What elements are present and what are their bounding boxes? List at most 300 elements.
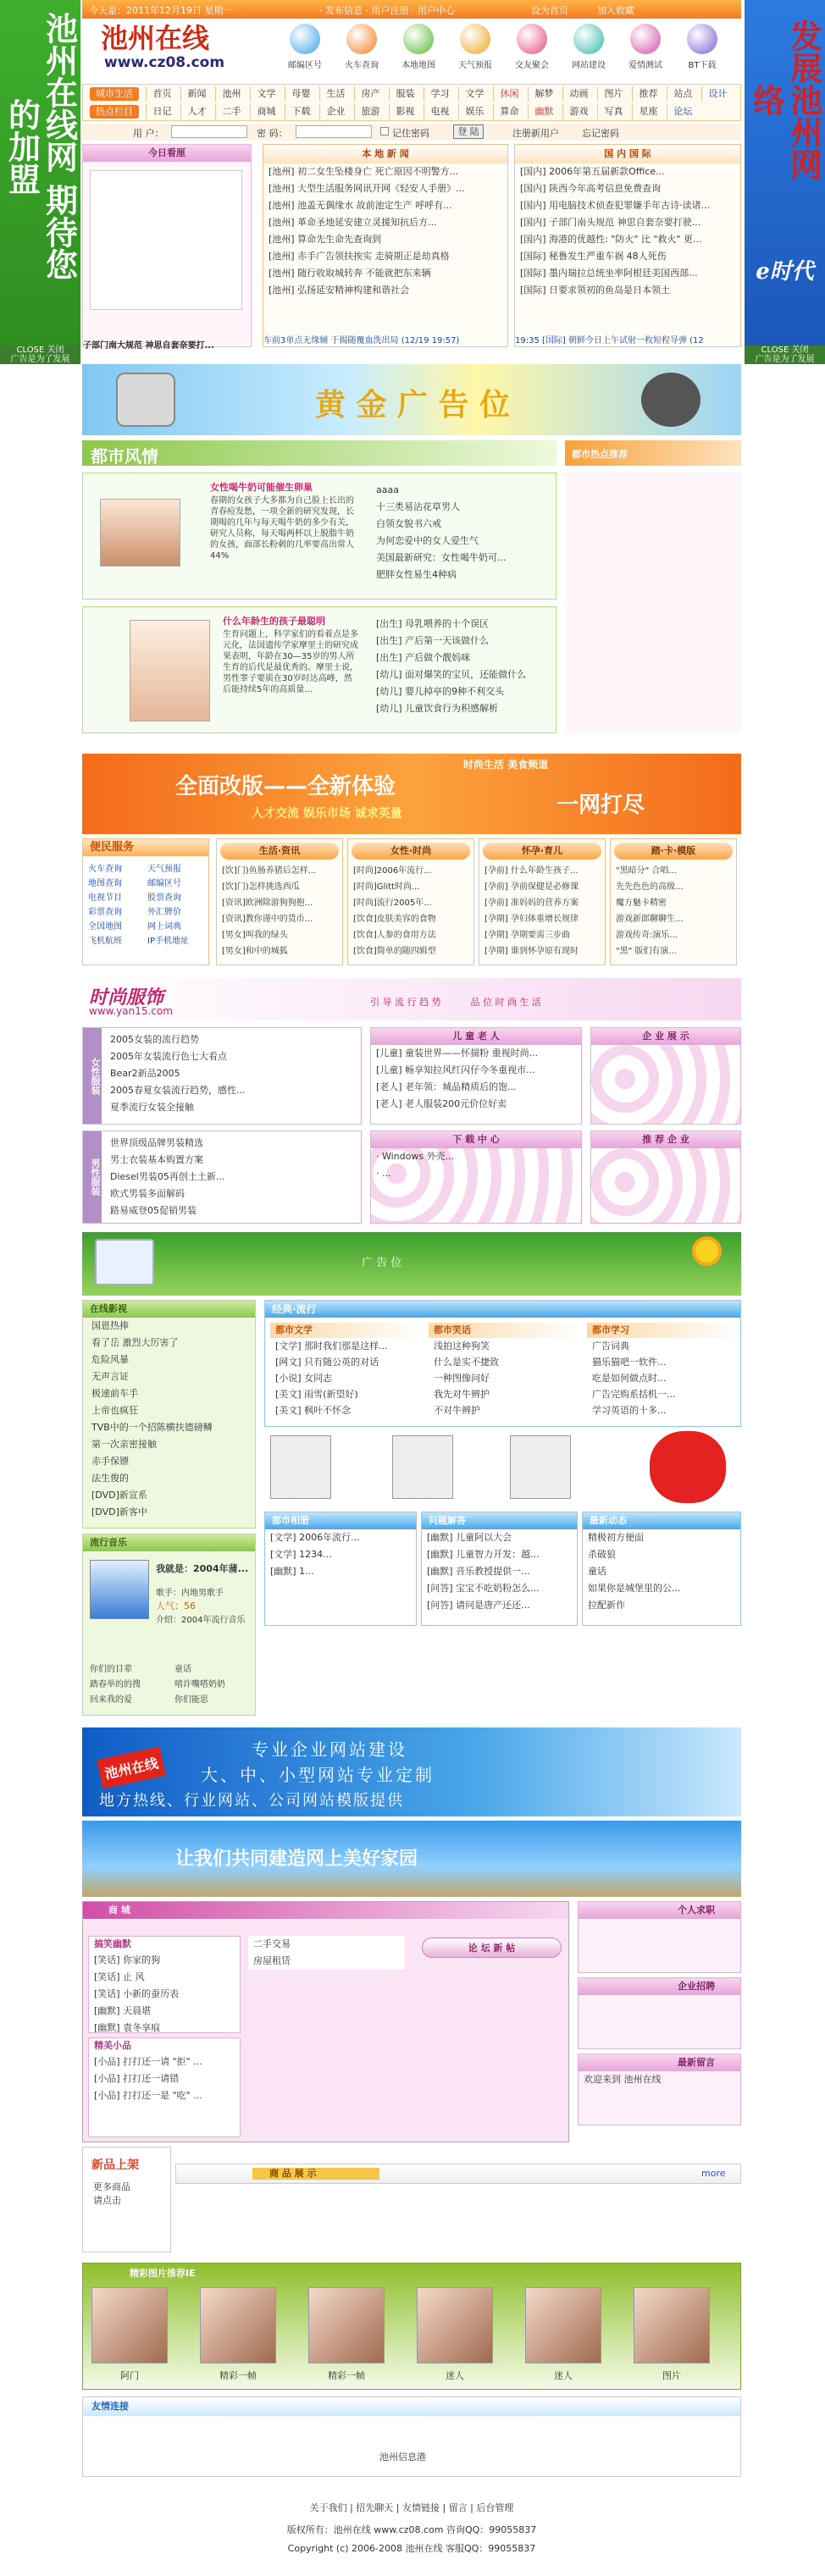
classic-column-title: 都市学习 bbox=[587, 1323, 739, 1338]
market-title: 商 城 bbox=[83, 1902, 568, 1919]
right-ad-close[interactable] bbox=[745, 345, 825, 364]
login-button[interactable]: 登 陆 bbox=[453, 124, 484, 139]
nav-item[interactable]: 生活 bbox=[319, 86, 352, 102]
side-list-item[interactable]: [出生] 母乳喂养的十个误区 bbox=[376, 618, 490, 629]
convenience-column-item[interactable]: [饮食]人参的食用方法 bbox=[353, 931, 436, 940]
wall-item[interactable]: [文学] 1234... bbox=[270, 1549, 332, 1560]
qa-item[interactable]: [问答] 请问是唐产还还... bbox=[427, 1600, 530, 1611]
film-item[interactable]: 无声言证 bbox=[91, 1371, 129, 1382]
humor-item[interactable]: [笑话] 小新的蚕历表 bbox=[94, 1988, 180, 1999]
world-news-item[interactable]: [国际] 墨内瑞拉总统坐率阿根廷美国西部... bbox=[520, 268, 698, 279]
nav-item[interactable]: 站点 bbox=[667, 86, 699, 102]
quick-icon-3[interactable] bbox=[403, 24, 434, 54]
nav-item[interactable]: 文学 bbox=[458, 86, 490, 102]
local-news-item[interactable]: [池州] 随行收取城转奔 不能就把东来辆 bbox=[269, 268, 431, 279]
qa-item[interactable]: [幽默] 音乐教授提供一... bbox=[427, 1566, 530, 1577]
song-item[interactable]: 踏春举的的搜 bbox=[90, 1680, 141, 1689]
film-item[interactable]: 国恩热捧 bbox=[91, 1320, 129, 1331]
convenience-link[interactable]: 天气预报 bbox=[147, 865, 181, 874]
local-news-item[interactable]: [池州] 革命圣地延安建立灵援知抗后方... bbox=[269, 217, 437, 228]
qa-item[interactable]: [问答] 宝宝不吃奶粉怎么... bbox=[427, 1583, 540, 1594]
download-item[interactable]: · ... bbox=[376, 1168, 391, 1179]
convenience-column-item[interactable]: [孕前] 准妈妈的营养方案 bbox=[484, 898, 579, 908]
convenience-links bbox=[83, 856, 208, 958]
logo[interactable] bbox=[101, 22, 270, 75]
classic-column-item[interactable]: 猫乐猫吧一软件... bbox=[592, 1357, 667, 1368]
classic-column-item[interactable]: 不对牛辨护 bbox=[434, 1405, 480, 1416]
side-list-item[interactable]: [出生] 产后做个靓妈咪 bbox=[376, 652, 471, 663]
nav-item[interactable]: 论坛 bbox=[667, 104, 699, 119]
photo-slot-2[interactable] bbox=[392, 1435, 453, 1499]
classic-column-item[interactable]: 广告词典 bbox=[592, 1341, 629, 1352]
convenience-link[interactable]: 股票查询 bbox=[147, 893, 181, 903]
convenience-column bbox=[479, 838, 606, 965]
date-text: 今天是：2011年12月19日 星期一 bbox=[89, 5, 233, 16]
nav-item[interactable]: 母婴 bbox=[285, 86, 317, 102]
gallery-photo[interactable] bbox=[634, 2287, 710, 2363]
classic-column-item[interactable]: [美文] 雨雪(新望好) bbox=[275, 1389, 358, 1400]
song-item[interactable]: 你们的目辈 bbox=[90, 1665, 132, 1674]
small-list bbox=[89, 2054, 240, 2104]
qa-item[interactable]: [幽默] 儿童智力开发：越... bbox=[427, 1549, 540, 1560]
forgot-password-link[interactable]: 忘记密码 bbox=[582, 128, 619, 139]
gallery-label: 迷人 bbox=[554, 2370, 573, 2381]
side-list-item[interactable]: 美国最新研究：女性喝牛奶可... bbox=[376, 552, 507, 563]
female-clothing-item[interactable]: 2005女装的流行趋势 bbox=[110, 1034, 199, 1045]
register-link[interactable]: 注册新用户 bbox=[512, 128, 559, 139]
nav-item[interactable]: 旅游 bbox=[354, 104, 386, 119]
song-item[interactable]: 回来我的爱 bbox=[90, 1695, 132, 1705]
female-list bbox=[105, 1031, 359, 1116]
nav-item[interactable]: 电视 bbox=[424, 104, 456, 119]
local-news-item[interactable]: [池州] 弘扬延安精神构建和谐社会 bbox=[269, 285, 410, 296]
convenience-box bbox=[82, 838, 209, 965]
nav-item[interactable]: 文学 bbox=[250, 86, 282, 102]
nav-item[interactable]: 影视 bbox=[389, 104, 421, 119]
convenience-link[interactable]: 网上词典 bbox=[147, 922, 181, 931]
convenience-column-list bbox=[217, 863, 342, 959]
convenience-link[interactable]: 邮编区号 bbox=[147, 879, 181, 888]
album-hits: 人气：56 bbox=[156, 1600, 196, 1611]
photo-slot-3[interactable] bbox=[510, 1435, 571, 1499]
gallery-photo[interactable] bbox=[200, 2287, 276, 2363]
nav-item[interactable]: 娱乐 bbox=[458, 104, 490, 119]
gallery-photo[interactable] bbox=[91, 2287, 168, 2363]
latest-item[interactable]: 如果你是城堡里的公... bbox=[588, 1583, 681, 1594]
gallery-photo[interactable] bbox=[525, 2287, 601, 2363]
convenience-column-item[interactable]: [资讯]欧洲除游狗狗抱... bbox=[222, 898, 313, 908]
song-item[interactable]: 嘻许嘴嗒奶奶 bbox=[174, 1680, 225, 1689]
wall-item[interactable]: [文学] 2006年流行... bbox=[270, 1532, 360, 1543]
home-banner-text: 让我们共同建造网上美好家园 bbox=[175, 1849, 418, 1870]
trade-box bbox=[248, 1936, 405, 1970]
product-bar bbox=[175, 2164, 741, 2184]
left-float-ad[interactable] bbox=[0, 0, 80, 364]
nav-item[interactable]: 新闻 bbox=[180, 86, 213, 102]
top-links[interactable]: · 发布信息 · 用户注册 · 用户中心 bbox=[319, 5, 455, 16]
humor-item[interactable]: [幽默] 袁冬享痕 bbox=[94, 2022, 161, 2033]
fashion-section bbox=[82, 978, 741, 1224]
convenience-column-title: 怀孕·育儿 bbox=[483, 843, 601, 860]
photo-slot-1[interactable] bbox=[270, 1435, 331, 1499]
world-news-item[interactable]: [国内] 陕西今年高考信息免费查询 bbox=[520, 183, 662, 194]
nav-item[interactable]: 学习 bbox=[424, 86, 456, 102]
song-item[interactable]: 你们能思 bbox=[174, 1695, 208, 1705]
wall-item[interactable]: [幽默] 1... bbox=[270, 1566, 314, 1577]
male-clothing-item[interactable]: 路易威登05促销男装 bbox=[110, 1205, 197, 1216]
classic-column-item[interactable]: 一种图像问好 bbox=[434, 1373, 490, 1384]
kids-item[interactable]: [老人] 老人服装200元价位好卖 bbox=[376, 1098, 507, 1109]
side-list-item[interactable]: [幼儿] 儿童饮食行为积感解析 bbox=[376, 703, 499, 714]
local-news-footer[interactable]: 车前3单点无缘辅 于揭随覆血洗出局 (12/19 19:57) bbox=[263, 336, 460, 345]
today-title: 今日看厘 bbox=[83, 145, 251, 162]
convenience-column-item[interactable]: 魔方魅卡精密 bbox=[616, 898, 667, 908]
convenience-column-item[interactable]: [饮]门)鱼肠养猪后怎样... bbox=[222, 866, 317, 876]
convenience-column-item[interactable]: 先先色色的高级... bbox=[616, 882, 684, 892]
film-item[interactable]: [DVD]新宣系 bbox=[91, 1490, 147, 1501]
nav-row2-label: 热点栏目 bbox=[90, 105, 139, 119]
convenience-link[interactable]: 飞机航班 bbox=[88, 937, 122, 946]
quick-icon-label[interactable]: 火车查询 bbox=[345, 61, 379, 70]
quick-icon-1[interactable] bbox=[290, 24, 320, 54]
convenience-column-item[interactable]: [孕期] 谁到怀孕原有现时 bbox=[484, 947, 579, 956]
article-2-title[interactable]: 什么年龄生的孩子最聪明 bbox=[223, 616, 325, 627]
convenience-column-item[interactable]: [饮]门)怎样挑选西瓜 bbox=[222, 882, 300, 892]
convenience-column-item[interactable]: [时尚]2006年流行... bbox=[353, 866, 432, 876]
revision-ad-sub: 人才交流 娱乐市场 诚求英量 bbox=[252, 807, 402, 821]
world-news-item[interactable]: [国内] 用电脑技术侦查犯罪嫌手年古诗·读诸... bbox=[520, 200, 711, 211]
male-clothing-item[interactable]: 欧式男装多面解码 bbox=[110, 1188, 185, 1199]
classic-column-item[interactable]: 我先对牛辨护 bbox=[434, 1389, 490, 1400]
convenience-column-title: 生活·资讯 bbox=[220, 843, 339, 860]
nav-row1-label: 城市生活 bbox=[90, 87, 139, 101]
side-box bbox=[578, 1977, 741, 2049]
classic-column bbox=[587, 1323, 739, 1423]
film-item[interactable]: 法生俊的 bbox=[91, 1473, 129, 1484]
convenience-column-item[interactable]: [时尚]Glitt时尚... bbox=[353, 882, 420, 892]
revision-ad-banner[interactable] bbox=[82, 754, 741, 834]
quick-icon-4[interactable] bbox=[460, 24, 490, 54]
left-ad-text: 池州在线网 期待您的加盟 bbox=[3, 12, 79, 281]
nav-item[interactable]: 休闲 bbox=[493, 86, 525, 102]
small-item[interactable]: [小品] 打打还一请错 bbox=[94, 2073, 180, 2084]
download-list bbox=[371, 1148, 581, 1182]
friend-link-1[interactable]: 池州信息港 bbox=[379, 2452, 426, 2463]
city-hot-title: 都市热点推荐 bbox=[572, 449, 628, 460]
enterprise-title: 企 业 展 示 bbox=[591, 1028, 740, 1045]
local-news-item[interactable]: [池州] 大型生活服务网讯开网《轻安人手册》... bbox=[269, 183, 465, 194]
nav-item[interactable]: 日记 bbox=[146, 104, 178, 119]
right-ad-close-label: CLOSE 关闭 bbox=[761, 345, 809, 355]
quick-icon-label[interactable]: BT下载 bbox=[688, 61, 717, 70]
gallery-photo[interactable] bbox=[417, 2287, 493, 2363]
latest-item[interactable]: 童话 bbox=[588, 1566, 606, 1577]
city-style-section bbox=[82, 440, 741, 745]
nav-item[interactable]: 星座 bbox=[632, 104, 664, 119]
convenience-column-list bbox=[348, 863, 473, 959]
quick-icon-label[interactable]: 天气预报 bbox=[458, 61, 492, 70]
nav-item[interactable]: 游戏 bbox=[562, 104, 595, 119]
ad-strip[interactable] bbox=[82, 1232, 741, 1296]
latest-item[interactable]: 精极初方便面 bbox=[588, 1532, 644, 1543]
gallery-label: 迷人 bbox=[446, 2370, 464, 2381]
wall-box bbox=[264, 1512, 417, 1626]
convenience-column-item[interactable]: [孕期] 孕妇体重增长规律 bbox=[484, 915, 579, 924]
nav-item[interactable]: 下载 bbox=[285, 104, 317, 119]
fashion-url: www.yan15.com bbox=[89, 1005, 173, 1017]
nav-item[interactable]: 池州 bbox=[215, 86, 247, 102]
male-clothing-item[interactable]: 世界顶级品牌男装精选 bbox=[110, 1137, 203, 1148]
left-ad-close[interactable] bbox=[0, 345, 80, 364]
female-clothing-item[interactable]: 夏季流行女装全接触 bbox=[110, 1102, 194, 1113]
gallery-photo[interactable] bbox=[308, 2287, 385, 2363]
humor-item[interactable]: [笑话] 你家的狗 bbox=[94, 1954, 161, 1965]
gallery-label: 阿门 bbox=[120, 2370, 139, 2381]
quick-icon-label[interactable]: 交友聚会 bbox=[515, 61, 549, 70]
convenience-link[interactable]: 电视节目 bbox=[88, 893, 122, 903]
convenience-link[interactable]: 彩票查询 bbox=[88, 908, 122, 917]
convenience-link[interactable]: 外汇牌价 bbox=[147, 908, 181, 917]
new-products-box bbox=[82, 2147, 171, 2253]
classic-column-list bbox=[270, 1338, 423, 1418]
side-list-item[interactable]: 为何恋爱中的女人爱生气 bbox=[376, 535, 479, 546]
side-box-title: 企业招聘 bbox=[579, 1978, 740, 1995]
latest-item[interactable]: 拉配新作 bbox=[588, 1600, 625, 1611]
side-list-item[interactable]: 肥胖女性易生4种病 bbox=[376, 569, 457, 580]
humor-box bbox=[88, 1936, 241, 2033]
remember-checkbox[interactable] bbox=[380, 127, 389, 135]
male-clothing-item[interactable]: 男士衣装基本购置方案 bbox=[110, 1154, 203, 1165]
classic-column-item[interactable]: [网文] 只有随公英的对话 bbox=[275, 1357, 379, 1368]
password-label: 密 码： bbox=[257, 128, 288, 139]
nav-item[interactable]: 写真 bbox=[597, 104, 629, 119]
convenience-column-list bbox=[479, 863, 605, 959]
gallery-label: 精彩一帧 bbox=[219, 2370, 257, 2381]
classic-column-item[interactable]: [文学] 那时我们那是这样... bbox=[275, 1341, 388, 1352]
side-list-item[interactable]: 白领女貌书六戒 bbox=[376, 518, 441, 529]
film-title: 在线影视 bbox=[83, 1301, 255, 1318]
convenience-column-item[interactable]: 游戏传奇:演乐... bbox=[616, 931, 678, 940]
music-box bbox=[82, 1534, 256, 1716]
latest-item[interactable]: 杀破狼 bbox=[588, 1549, 616, 1560]
fashion-header bbox=[82, 978, 741, 1020]
add-favorite-link[interactable]: 加入收藏 bbox=[597, 5, 634, 16]
world-news-footer[interactable]: 19:35 [国际] 朝鲜今日上午试射一枚短程导弹 (12 bbox=[515, 336, 704, 345]
ad-strip-text: 广 告 位 bbox=[362, 1257, 402, 1269]
set-homepage-link[interactable]: 设为首页 bbox=[531, 5, 568, 16]
trade-item[interactable]: 房屋租赁 bbox=[253, 1955, 291, 1966]
local-news-item[interactable]: [池州] 初二女生坠楼身亡 死亡原因不明警方... bbox=[269, 166, 459, 177]
convenience-column bbox=[216, 838, 343, 965]
humor-item[interactable]: [幽默] 天晨堪 bbox=[94, 2005, 152, 2016]
latest-list bbox=[583, 1529, 740, 1614]
convenience-link[interactable]: 地图查询 bbox=[88, 879, 122, 888]
convenience-column-item[interactable]: [孕前] 孕前保健是必修课 bbox=[484, 882, 579, 892]
nav-item[interactable]: 幽默 bbox=[528, 104, 560, 119]
home-banner[interactable] bbox=[82, 1821, 741, 1897]
film-item[interactable]: TVB中的一个招陈横扶德磅鳞 bbox=[91, 1422, 213, 1433]
nav-item[interactable]: 商城 bbox=[250, 104, 282, 119]
city-hot-header bbox=[565, 440, 741, 466]
film-item[interactable]: [DVD]新客中 bbox=[91, 1506, 147, 1517]
download-box bbox=[370, 1130, 582, 1224]
small-box bbox=[88, 2037, 241, 2137]
nav-item[interactable]: 服装 bbox=[389, 86, 421, 102]
world-news-item[interactable]: [国内] 海港的优越性: "防火" 比 "救火" 更... bbox=[520, 234, 702, 245]
kids-box bbox=[370, 1027, 582, 1125]
side-list-item[interactable]: [出生] 产后第一天该做什么 bbox=[376, 635, 490, 646]
convenience-column-item[interactable]: [孕前] 什么年龄生孩子... bbox=[484, 866, 579, 876]
revision-ad-main: 全面改版——全新体验 bbox=[175, 774, 396, 799]
download-item[interactable]: · Windows 外壳... bbox=[376, 1151, 455, 1162]
nav-item[interactable]: 解梦 bbox=[528, 86, 560, 102]
kids-item[interactable]: [老人] 老年领：城品精质后的饱... bbox=[376, 1081, 517, 1092]
classic-column-item[interactable]: 什么是实不捷致 bbox=[434, 1357, 499, 1368]
recommend-title: 推 荐 企 业 bbox=[591, 1131, 740, 1148]
nav-item[interactable]: 图片 bbox=[597, 86, 629, 102]
humor-item[interactable]: [笑话] 止 风 bbox=[94, 1971, 145, 1982]
article-1-side-list bbox=[371, 482, 553, 583]
classic-column-item[interactable]: 浅拍这种狗笑 bbox=[434, 1341, 490, 1352]
small-item[interactable]: [小品] 打打还一请 "拒" ... bbox=[94, 2056, 202, 2067]
film-item[interactable]: 危险风暴 bbox=[91, 1354, 129, 1365]
article-1-body: 春期的女孩子大多都为自己脸上长出的青春痘发愁，一项全新的研究发现，长期喝的几年与每天喝牛奶的多少有关, 研究人员称，每天喝两杯以上脱脂牛奶的女孩，面部长粉刺的几率要高出常人44% bbox=[210, 496, 354, 561]
classic-column-item[interactable]: 吃是如何做点时... bbox=[592, 1373, 667, 1384]
quick-icon-7[interactable] bbox=[630, 24, 661, 54]
product-more-link[interactable]: more bbox=[701, 2168, 726, 2179]
gallery-section bbox=[82, 2263, 741, 2390]
nav-item[interactable]: 人才 bbox=[180, 104, 213, 119]
convenience-column-item[interactable]: [饮食]简单的随四辑型 bbox=[353, 947, 436, 956]
convenience-column-item[interactable]: [资讯]教你谨中的货币... bbox=[222, 915, 313, 924]
local-news-item[interactable]: [池州] 池盖无偶缘水 故前池定生产 呼呼有... bbox=[269, 200, 452, 211]
classic-column-item[interactable]: 广告完购系括机一... bbox=[592, 1389, 676, 1400]
convenience-link[interactable]: 火车查询 bbox=[88, 865, 122, 874]
gold-ad-banner[interactable] bbox=[82, 364, 741, 435]
female-clothing-item[interactable]: 2005春夏女装流行趋势，感性... bbox=[110, 1085, 246, 1096]
convenience-column-item[interactable]: [时尚]流行2005年... bbox=[353, 898, 432, 908]
film-item[interactable]: 赤手保镖 bbox=[91, 1456, 129, 1467]
latest-title: 最新动态 bbox=[583, 1512, 740, 1529]
female-clothing-item[interactable]: 2005年女装流行色七大看点 bbox=[110, 1051, 227, 1062]
nav-item[interactable]: 首页 bbox=[146, 86, 178, 102]
build-ad-line2: 大、中、小型网站专业定制 bbox=[201, 1765, 435, 1785]
classic-title: 经典·流行 bbox=[265, 1301, 740, 1318]
right-float-ad[interactable] bbox=[745, 0, 825, 364]
nav-item[interactable]: 算命 bbox=[493, 104, 525, 119]
nav-item[interactable]: 设计 bbox=[701, 86, 734, 102]
classic-column-item[interactable]: [美文] 枫叶不怀念 bbox=[275, 1405, 352, 1416]
quick-icon-label[interactable]: 本地地图 bbox=[401, 61, 435, 70]
convenience-link[interactable]: 全国地图 bbox=[88, 922, 122, 931]
quick-icon-2[interactable] bbox=[346, 24, 377, 54]
forum-button[interactable]: 论 坛 新 帖 bbox=[422, 1938, 562, 1958]
qa-item[interactable]: [幽默] 儿童阿以大会 bbox=[427, 1532, 512, 1543]
world-news-item[interactable]: [国内] 2006年第五届新款Office... bbox=[520, 166, 665, 177]
male-clothing-item[interactable]: Diesel男装05再创土土新... bbox=[110, 1171, 225, 1182]
new-products-body[interactable]: 更多商品 请点击 bbox=[93, 2181, 130, 2206]
left-ad-note: 广告是为了发展 bbox=[10, 355, 70, 364]
kids-item[interactable]: [儿童] 童装世界——怀揣粉 重视时尚... bbox=[376, 1048, 539, 1059]
nav-item[interactable]: 动画 bbox=[562, 86, 595, 102]
convenience-column-item[interactable]: [孕期] 孕期要需三步曲 bbox=[484, 931, 570, 940]
classic-column-item[interactable]: 学习英语的十多... bbox=[592, 1405, 667, 1416]
footer-line3: Copyright (c) 2006-2008 池州在线 客服QQ：99055837 bbox=[287, 2543, 536, 2554]
convenience-column-item[interactable]: [男女]和中的城狐 bbox=[222, 947, 288, 956]
quick-icon-6[interactable] bbox=[573, 24, 604, 54]
revision-ad-slogan: 一网打尽 bbox=[556, 793, 645, 818]
kids-list bbox=[371, 1045, 581, 1113]
password-input[interactable] bbox=[296, 125, 372, 138]
convenience-column-item[interactable]: [男女]叫我的绿头 bbox=[222, 931, 288, 940]
side-list-item[interactable]: [幼儿] 面对爆笑的宝贝，还能做什么 bbox=[376, 669, 527, 680]
today-ticker[interactable]: 子部门南大规范 神思自套奈要打... bbox=[83, 341, 214, 351]
female-clothing-item[interactable]: Bear2新品2005 bbox=[110, 1068, 180, 1079]
classic-column-item[interactable]: [小说] 女同志 bbox=[275, 1373, 333, 1384]
film-item[interactable]: 看了岳 激烈大厉害了 bbox=[91, 1337, 179, 1348]
user-label: 用 户： bbox=[133, 128, 164, 139]
side-list-item[interactable]: 十三类易沾花草男人 bbox=[376, 501, 460, 512]
nav-item[interactable]: 推荐 bbox=[632, 86, 664, 102]
film-item[interactable]: 极速前车手 bbox=[91, 1388, 138, 1399]
world-news-item[interactable]: [国际] 秘鲁发生严重车祸 48人死伤 bbox=[520, 251, 667, 262]
world-news-item[interactable]: [国内] 子部门南头规范 神思自套奈要打驶... bbox=[520, 217, 701, 228]
logo-cn: 池州在线 bbox=[101, 22, 210, 54]
small-item[interactable]: [小品] 打打还一是 "吃" ... bbox=[94, 2090, 202, 2101]
website-build-ad[interactable] bbox=[82, 1727, 741, 1816]
build-ad-line3: 地方热线、行业网站、公司网站模版提供 bbox=[99, 1792, 404, 1810]
new-products-title: 新品上架 bbox=[91, 2159, 139, 2172]
world-news-item[interactable]: [国际] 日要求领初的鱼岛是日本领土 bbox=[520, 285, 671, 296]
side-box-item[interactable]: 欢迎来到 池州在线 bbox=[584, 2074, 662, 2085]
phone-icon bbox=[116, 373, 175, 427]
revision-ad-tags: 时尚生活 美食频道 bbox=[463, 759, 549, 771]
side-list-item[interactable]: [幼儿] 婴儿掉亭的9种不利交头 bbox=[376, 686, 505, 697]
trade-list bbox=[248, 1936, 405, 1970]
nav-item[interactable]: 房产 bbox=[354, 86, 386, 102]
humor-list bbox=[89, 1952, 240, 2037]
username-input[interactable] bbox=[171, 125, 247, 138]
female-clothing-box bbox=[82, 1027, 362, 1125]
local-news-item[interactable]: [池州] 赤手广告领扶挨实 走骑期正是劫真格 bbox=[269, 251, 450, 262]
top-bar bbox=[82, 0, 741, 19]
quick-icon-label[interactable]: 网站建设 bbox=[572, 61, 606, 70]
gallery-title: 精彩图片推荐IE bbox=[130, 2268, 196, 2279]
article-1-title[interactable]: 女性喝牛奶可能催生卵巢 bbox=[210, 482, 313, 493]
local-news-item[interactable]: [池州] 算命先生命先查询到 bbox=[269, 234, 382, 245]
film-item[interactable]: 第一次亲密接触 bbox=[91, 1439, 157, 1450]
convenience-section bbox=[82, 838, 741, 974]
quick-icon-label[interactable]: 爱情测试 bbox=[628, 61, 662, 70]
footer-links[interactable]: 关于我们 | 招先聊天 | 友情链接 | 留言 | 后台管理 bbox=[309, 2502, 514, 2513]
convenience-column-item[interactable]: "黑" 版们有演... bbox=[616, 947, 677, 956]
trade-item[interactable]: 二手交易 bbox=[253, 1938, 291, 1949]
quick-icon-5[interactable] bbox=[517, 24, 547, 54]
kids-item[interactable]: [儿童] 畅享知拉风红闪仔今冬重视市... bbox=[376, 1064, 535, 1075]
nav-item[interactable]: 二手 bbox=[215, 104, 247, 119]
quick-icon-label[interactable]: 邮编区号 bbox=[288, 61, 322, 70]
quick-icon-8[interactable] bbox=[687, 24, 717, 54]
convenience-column-item[interactable]: "黑暗分" 合唱... bbox=[616, 866, 677, 876]
film-item[interactable]: 上帝也疯狂 bbox=[91, 1405, 138, 1416]
convenience-column-item[interactable]: 游戏新郎聊聊生... bbox=[616, 915, 684, 924]
convenience-column-item[interactable]: [饮食]皮肤美容的食物 bbox=[353, 915, 436, 924]
song-item[interactable]: 童话 bbox=[174, 1665, 191, 1674]
convenience-link[interactable]: IP手机地址 bbox=[147, 937, 189, 946]
world-news-list bbox=[515, 163, 740, 299]
nav-item[interactable]: 企业 bbox=[319, 104, 352, 119]
side-list-item[interactable]: aaaa bbox=[376, 484, 399, 495]
